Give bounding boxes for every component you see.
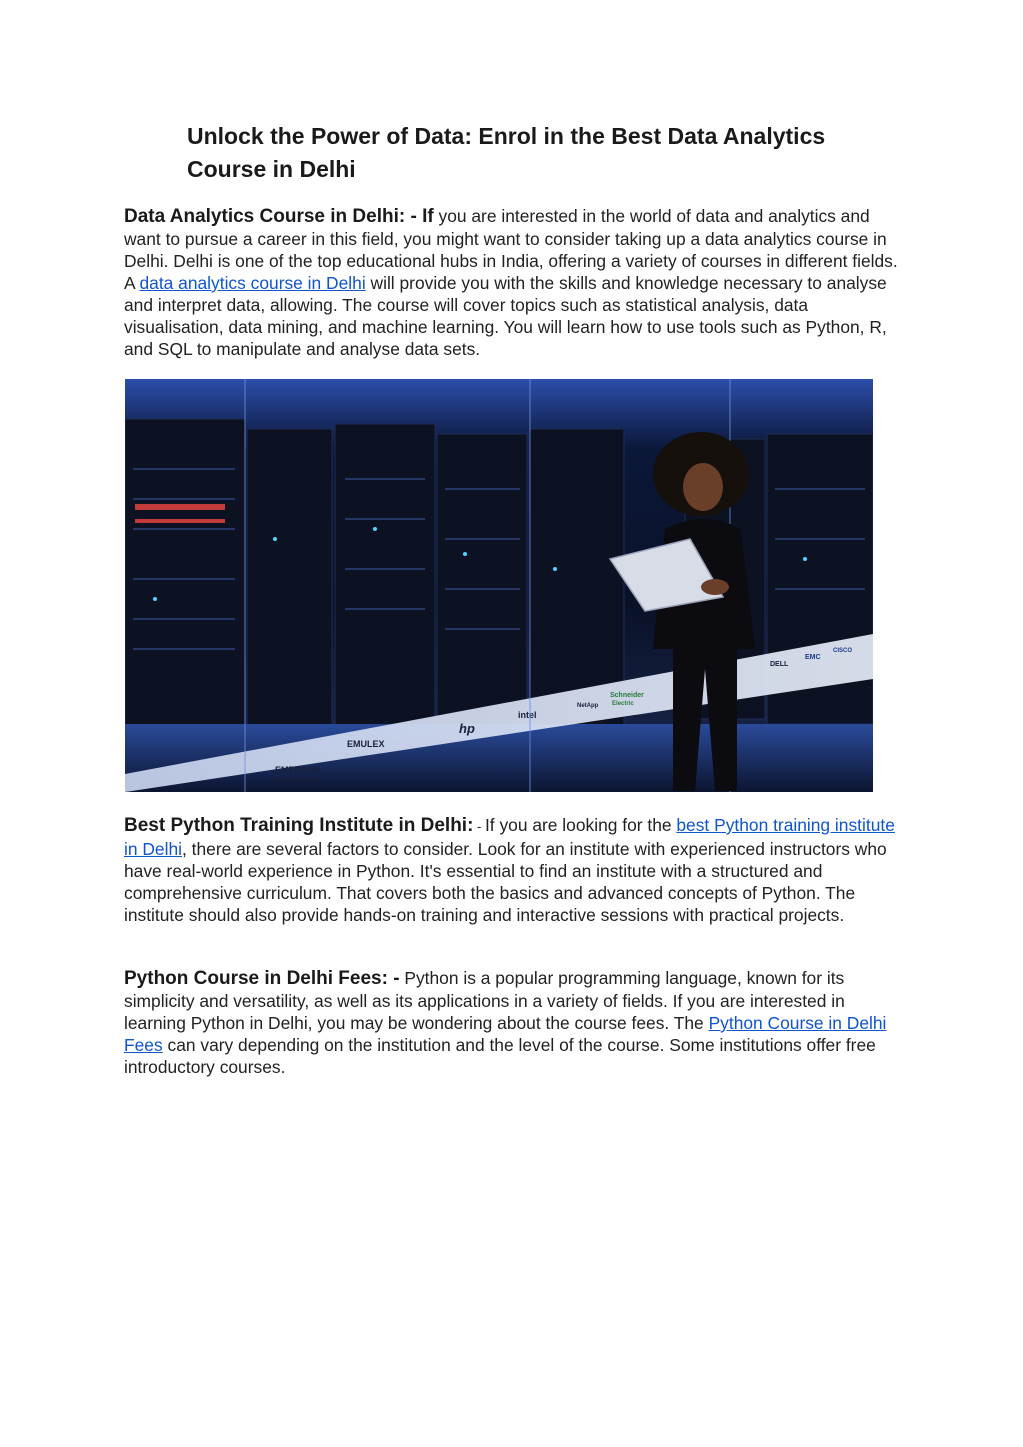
server-room-photo bbox=[125, 379, 873, 792]
section-text: will provide you with the skills and knowledge necessary to analyse and interpret data, allowing. The course will cover topics such as statistical analysis, data visualisation, data mining, and machine learning. You will learn how to use tools such as Python, R, and SQL to manipulate and analyse data sets. bbox=[124, 273, 887, 359]
data-analytics-course-link[interactable]: data analytics course in Delhi bbox=[139, 273, 366, 293]
brand-label: hp bbox=[459, 721, 475, 736]
brand-label: Electric bbox=[612, 701, 634, 707]
section-data-analytics bbox=[124, 205, 904, 360]
section-text: , there are several factors to consider. Look for an institute with experienced instructors who have real-world experience in Python. It's essential to find an institute with a structured and comprehensive curriculum. That covers both the basics and advanced concepts of Python. The institute should also provide hands-on training and interactive sessions with practical projects. bbox=[124, 839, 887, 925]
brand-label: NetApp bbox=[577, 703, 599, 709]
brand-label: EMC bbox=[805, 654, 821, 661]
python-fees-link[interactable]: Python Course in Delhi Fees bbox=[124, 1013, 887, 1055]
brand-label: CISCO bbox=[833, 648, 853, 654]
brand-label: EMULEX bbox=[347, 739, 385, 749]
page-title: Unlock the Power of Data: Enrol in the Best Data Analytics Course in Delhi bbox=[187, 123, 826, 182]
section-python-institute bbox=[124, 814, 904, 926]
section-text: Python is a popular programming language, known for its simplicity and versatility, as well as its applications in a variety of fields. If you are interested in learning Python in Delhi, you may be wondering about the course fees. The bbox=[124, 968, 845, 1033]
section-heading: Data Analytics Course in Delhi: - If bbox=[124, 206, 434, 227]
section-text: If you are looking for the bbox=[484, 815, 677, 835]
brand-label: Schneider bbox=[610, 692, 644, 699]
section-text: you are interested in the world of data and analytics and want to pursue a career in this field, you might want to consider taking up a data analytics course in Delhi. Delhi is one of the top educational hubs in India, offering a variety of courses in different fields. A bbox=[124, 206, 898, 293]
heading-dash: - bbox=[473, 819, 485, 834]
brand-label: intel bbox=[518, 710, 537, 720]
brand-label: EMERSON bbox=[275, 765, 321, 775]
section-python-fees bbox=[124, 967, 904, 1078]
section-heading: Python Course in Delhi Fees: - bbox=[124, 968, 400, 989]
brand-label: DELL bbox=[770, 661, 789, 668]
brand-label: Network Power bbox=[275, 778, 319, 784]
section-text: can vary depending on the institution and the level of the course. Some institutions offer free introductory courses. bbox=[124, 1035, 876, 1077]
section-heading: Best Python Training Institute in Delhi: bbox=[124, 815, 474, 836]
python-institute-link[interactable]: best Python training institute in Delhi bbox=[124, 815, 895, 859]
